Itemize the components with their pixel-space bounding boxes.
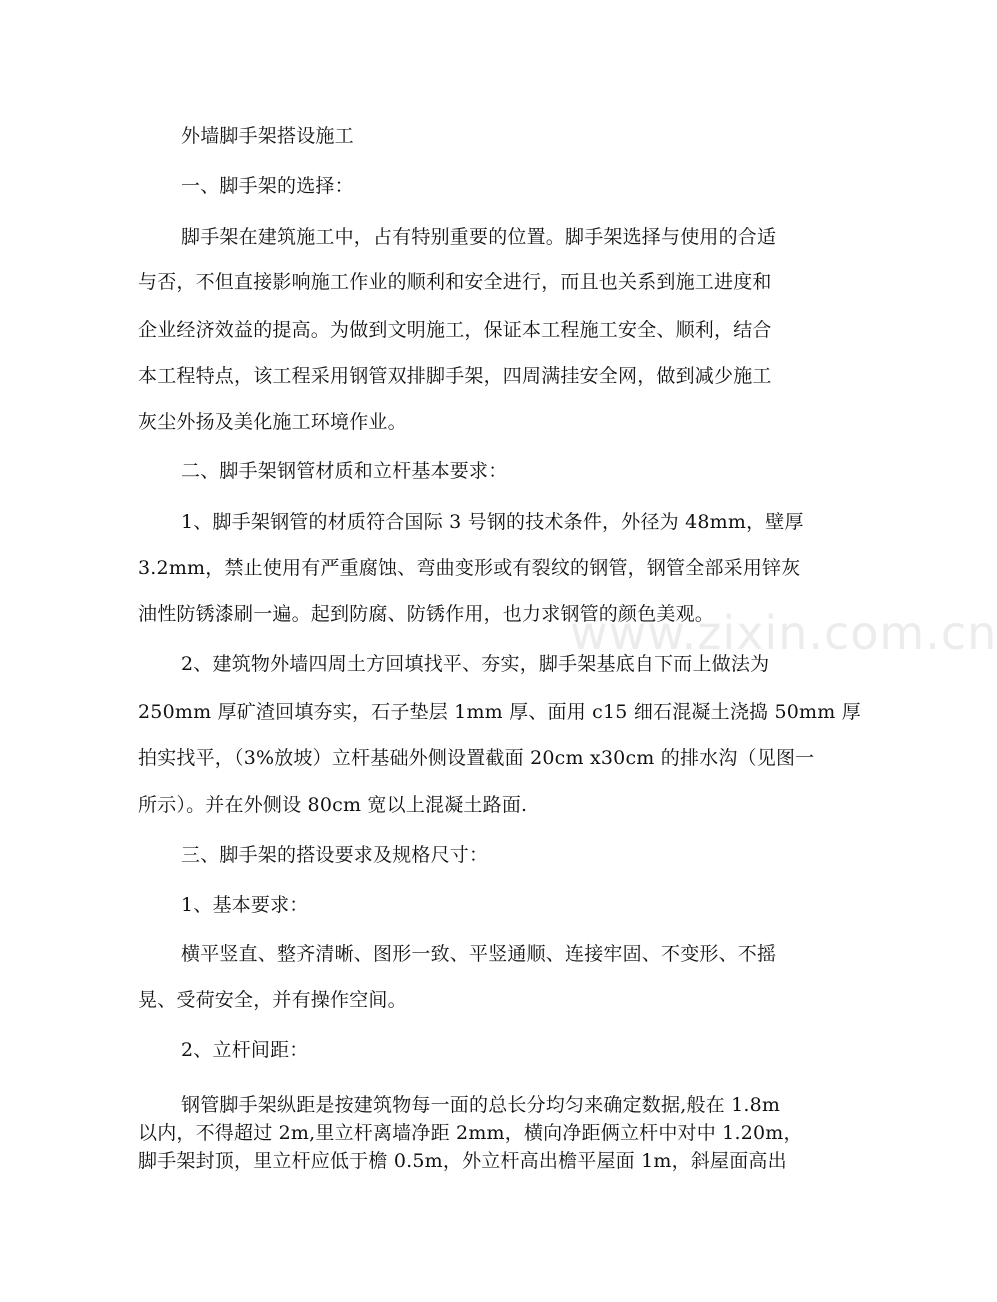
paragraph-line: 与否，不但直接影响施工作业的顺利和安全进行，而且也关系到施工进度和 bbox=[138, 271, 772, 293]
paragraph-line: 脚手架在建筑施工中，占有特别重要的位置。脚手架选择与使用的合适 bbox=[181, 226, 777, 248]
paragraph-line: 横平竖直、整齐清晰、图形一致、平竖通顺、连接牢固、不变形、不摇 bbox=[181, 943, 777, 965]
section-2-heading: 二、脚手架钢管材质和立杆基本要求： bbox=[181, 460, 508, 482]
paragraph-line: 3.2mm，禁止使用有严重腐蚀、弯曲变形或有裂纹的钢管，钢管全部采用锌灰 bbox=[138, 557, 801, 579]
paragraph-line: 本工程特点，该工程采用钢管双排脚手架，四周满挂安全网，做到减少施工 bbox=[138, 365, 772, 387]
paragraph-line: 钢管脚手架纵距是按建筑物每一面的总长分均匀来确定数据,般在 1.8m bbox=[181, 1094, 781, 1116]
paragraph-line: 以内，不得超过 2m,里立杆离墙净距 2mm，横向净距俩立杆中对中 1.20m， bbox=[138, 1122, 803, 1144]
paragraph-line: 企业经济效益的提高。为做到文明施工，保证本工程施工安全、顺利，结合 bbox=[138, 319, 772, 341]
subsection-heading: 1、基本要求： bbox=[181, 894, 309, 916]
document-title: 外墙脚手架搭设施工 bbox=[181, 125, 354, 147]
watermark-text: www.zixin.com.cn bbox=[570, 606, 997, 660]
paragraph-line: 晃、受荷安全，并有操作空间。 bbox=[138, 989, 407, 1011]
paragraph-line: 油性防锈漆刷一遍。起到防腐、防锈作用，也力求钢管的颜色美观。 bbox=[138, 603, 715, 625]
section-1-heading: 一、脚手架的选择： bbox=[181, 175, 354, 197]
subsection-heading: 2、立杆间距： bbox=[181, 1039, 309, 1061]
paragraph-line: 灰尘外扬及美化施工环境作业。 bbox=[138, 411, 407, 433]
section-3-heading: 三、脚手架的搭设要求及规格尺寸： bbox=[181, 844, 489, 866]
paragraph-line: 250mm 厚矿渣回填夯实，石子垫层 1mm 厚、面用 c15 细石混凝土浇捣 50mm 厚 bbox=[138, 701, 861, 723]
paragraph-line: 拍实找平，（3%放坡）立杆基础外侧设置截面 20cm x30cm 的排水沟（见图一 bbox=[138, 747, 815, 769]
paragraph-line: 1、脚手架钢管的材质符合国际 3 号钢的技术条件，外径为 48mm，壁厚 bbox=[181, 511, 804, 533]
paragraph-line: 2、建筑物外墙四周土方回填找平、夯实，脚手架基底自下而上做法为 bbox=[181, 653, 770, 675]
paragraph-line: 所示）。并在外侧设 80cm 宽以上混凝土路面. bbox=[138, 794, 528, 816]
paragraph-line: 脚手架封顶，里立杆应低于檐 0.5m，外立杆高出檐平屋面 1m，斜屋面高出 bbox=[138, 1150, 787, 1172]
